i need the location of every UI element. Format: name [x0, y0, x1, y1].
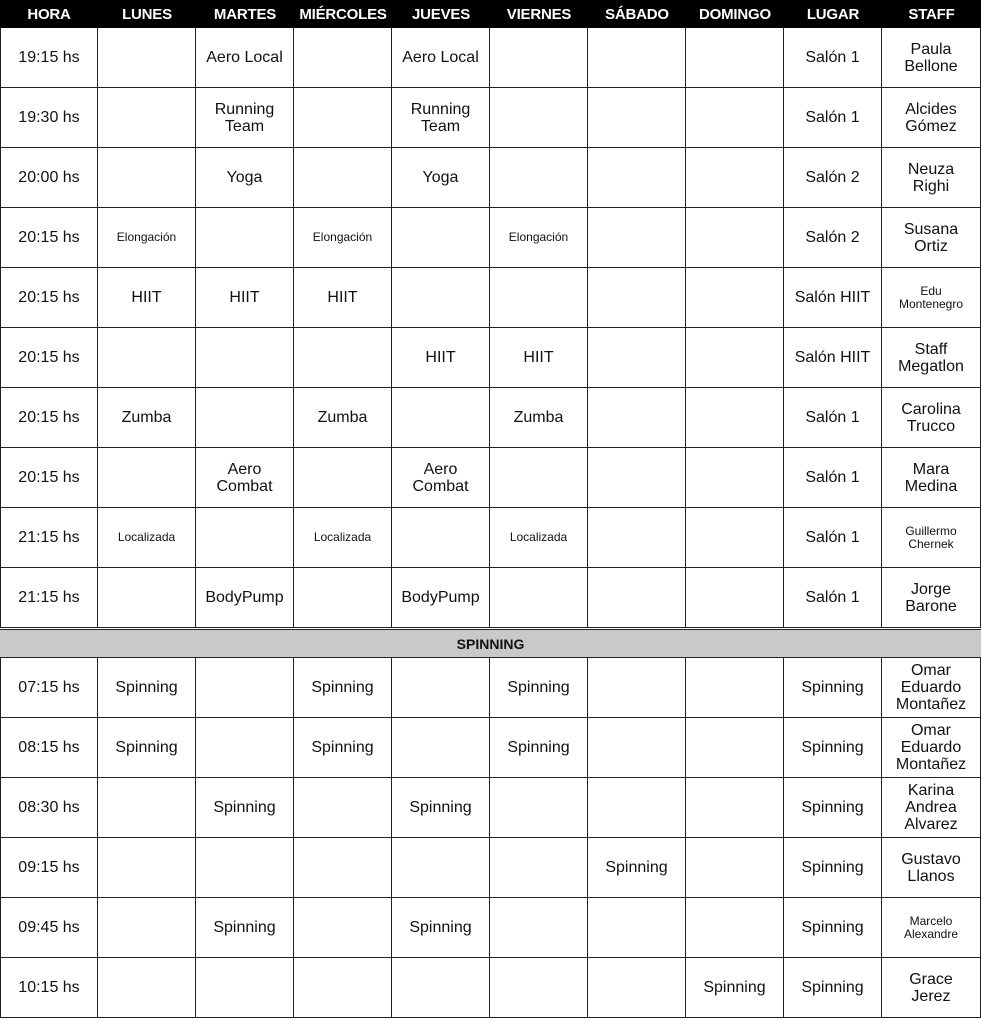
staff-cell: Susana Ortiz: [882, 208, 981, 268]
class-cell: [588, 88, 686, 148]
class-cell: [588, 508, 686, 568]
class-cell: Localizada: [490, 508, 588, 568]
table-row: [0, 88, 981, 148]
table-row: [0, 658, 981, 718]
column-header: HORA: [27, 5, 71, 23]
class-cell: [490, 958, 588, 1018]
location-cell: Spinning: [784, 838, 882, 898]
time-cell: 10:15 hs: [0, 958, 98, 1018]
column-header: MARTES: [213, 5, 277, 23]
class-cell: [196, 718, 294, 778]
table-row: [0, 568, 981, 628]
class-cell: [490, 28, 588, 88]
table-row: [0, 898, 981, 958]
class-cell: [98, 898, 196, 958]
class-cell: Spinning: [196, 898, 294, 958]
class-cell: [588, 778, 686, 838]
time-cell: 20:15 hs: [0, 328, 98, 388]
class-cell: [686, 208, 784, 268]
staff-cell: Neuza Righi: [882, 148, 981, 208]
table-row: [0, 208, 981, 268]
column-header: LUNES: [122, 5, 172, 23]
class-cell: Localizada: [98, 508, 196, 568]
column-header: DOMINGO: [699, 5, 771, 23]
location-cell: Salón 1: [784, 388, 882, 448]
time-cell: 20:15 hs: [0, 448, 98, 508]
class-cell: [490, 778, 588, 838]
class-cell: [98, 778, 196, 838]
time-cell: 20:15 hs: [0, 268, 98, 328]
time-cell: 21:15 hs: [0, 508, 98, 568]
staff-cell: Jorge Barone: [882, 568, 981, 628]
time-cell: 19:15 hs: [0, 28, 98, 88]
class-cell: Aero Combat: [196, 448, 294, 508]
class-cell: [588, 898, 686, 958]
class-cell: Elongación: [98, 208, 196, 268]
class-cell: [392, 658, 490, 718]
class-cell: [588, 388, 686, 448]
location-cell: Salón 1: [784, 88, 882, 148]
class-cell: [98, 328, 196, 388]
class-cell: [196, 838, 294, 898]
time-cell: 07:15 hs: [0, 658, 98, 718]
class-cell: [196, 508, 294, 568]
class-cell: [686, 568, 784, 628]
time-cell: 08:30 hs: [0, 778, 98, 838]
class-cell: [98, 838, 196, 898]
class-cell: Spinning: [294, 658, 392, 718]
class-cell: [98, 28, 196, 88]
class-cell: Spinning: [490, 718, 588, 778]
location-cell: Spinning: [784, 718, 882, 778]
staff-cell: Karina Andrea Alvarez: [882, 778, 981, 838]
staff-cell: Omar Eduardo Montañez: [882, 718, 981, 778]
class-cell: Spinning: [392, 778, 490, 838]
class-cell: [686, 268, 784, 328]
class-cell: [392, 208, 490, 268]
class-cell: [196, 658, 294, 718]
class-cell: [98, 148, 196, 208]
class-cell: [392, 508, 490, 568]
time-cell: 19:30 hs: [0, 88, 98, 148]
table-row: [0, 958, 981, 1018]
class-cell: [686, 448, 784, 508]
class-cell: [490, 838, 588, 898]
class-cell: Spinning: [98, 718, 196, 778]
class-cell: [588, 568, 686, 628]
location-cell: Salón 1: [784, 28, 882, 88]
staff-cell: Staff Megatlon: [882, 328, 981, 388]
class-cell: [294, 448, 392, 508]
class-cell: [294, 148, 392, 208]
class-cell: [686, 658, 784, 718]
time-cell: 20:15 hs: [0, 208, 98, 268]
table-row: [0, 718, 981, 778]
table-row: [0, 448, 981, 508]
class-cell: [196, 208, 294, 268]
class-cell: Aero Local: [196, 28, 294, 88]
class-cell: [588, 28, 686, 88]
time-cell: 20:00 hs: [0, 148, 98, 208]
class-cell: [686, 508, 784, 568]
class-cell: [196, 958, 294, 1018]
location-cell: Salón 2: [784, 208, 882, 268]
class-cell: Spinning: [588, 838, 686, 898]
time-cell: 09:45 hs: [0, 898, 98, 958]
table-row: [0, 388, 981, 448]
class-cell: [392, 958, 490, 1018]
table-row: [0, 778, 981, 838]
class-cell: [686, 148, 784, 208]
class-cell: [294, 568, 392, 628]
class-cell: [686, 328, 784, 388]
time-cell: 20:15 hs: [0, 388, 98, 448]
column-header: MIÉRCOLES: [299, 5, 387, 23]
class-cell: Spinning: [686, 958, 784, 1018]
location-cell: Spinning: [784, 898, 882, 958]
class-cell: Elongación: [294, 208, 392, 268]
class-cell: [588, 958, 686, 1018]
class-cell: [196, 328, 294, 388]
class-cell: [686, 838, 784, 898]
staff-cell: Grace Jerez: [882, 958, 981, 1018]
class-cell: [490, 568, 588, 628]
class-cell: BodyPump: [392, 568, 490, 628]
column-header: LUGAR: [806, 5, 860, 23]
class-cell: [490, 268, 588, 328]
location-cell: Spinning: [784, 778, 882, 838]
class-cell: [294, 88, 392, 148]
column-header: SÁBADO: [605, 5, 669, 23]
class-cell: [294, 958, 392, 1018]
class-cell: Zumba: [294, 388, 392, 448]
class-cell: [588, 718, 686, 778]
class-cell: Aero Local: [392, 28, 490, 88]
class-cell: [588, 658, 686, 718]
class-cell: [686, 718, 784, 778]
class-cell: [686, 28, 784, 88]
class-cell: [294, 28, 392, 88]
table-row: [0, 838, 981, 898]
class-cell: [490, 898, 588, 958]
class-cell: HIIT: [294, 268, 392, 328]
class-cell: Elongación: [490, 208, 588, 268]
table-row: [0, 28, 981, 88]
class-cell: [392, 718, 490, 778]
table-row: [0, 268, 981, 328]
class-cell: Aero Combat: [392, 448, 490, 508]
column-header: STAFF: [908, 5, 955, 23]
class-cell: HIIT: [392, 328, 490, 388]
class-cell: [686, 388, 784, 448]
time-cell: 21:15 hs: [0, 568, 98, 628]
class-cell: Yoga: [392, 148, 490, 208]
class-cell: [98, 958, 196, 1018]
class-cell: [294, 778, 392, 838]
staff-cell: Carolina Trucco: [882, 388, 981, 448]
location-cell: Spinning: [784, 958, 882, 1018]
class-cell: [98, 448, 196, 508]
table-row: [0, 148, 981, 208]
staff-cell: Guillermo Chernek: [882, 508, 981, 568]
location-cell: Salón 2: [784, 148, 882, 208]
class-cell: Localizada: [294, 508, 392, 568]
class-cell: Running Team: [196, 88, 294, 148]
staff-cell: Omar Eduardo Montañez: [882, 658, 981, 718]
class-cell: [686, 88, 784, 148]
class-cell: BodyPump: [196, 568, 294, 628]
class-cell: [98, 568, 196, 628]
table-row: [0, 508, 981, 568]
class-cell: HIIT: [98, 268, 196, 328]
class-cell: [686, 778, 784, 838]
table-header: [0, 0, 981, 28]
class-cell: Running Team: [392, 88, 490, 148]
location-cell: Salón 1: [784, 568, 882, 628]
class-cell: Spinning: [392, 898, 490, 958]
class-cell: Spinning: [98, 658, 196, 718]
column-header: JUEVES: [412, 5, 470, 23]
time-cell: 09:15 hs: [0, 838, 98, 898]
class-cell: Spinning: [294, 718, 392, 778]
class-cell: [294, 898, 392, 958]
staff-cell: Paula Bellone: [882, 28, 981, 88]
staff-cell: Gustavo Llanos: [882, 838, 981, 898]
class-cell: [294, 838, 392, 898]
class-cell: Spinning: [196, 778, 294, 838]
location-cell: Salón 1: [784, 508, 882, 568]
class-cell: [686, 898, 784, 958]
class-cell: Yoga: [196, 148, 294, 208]
class-cell: [98, 88, 196, 148]
staff-cell: Alcides Gómez: [882, 88, 981, 148]
class-cell: [588, 448, 686, 508]
class-cell: [196, 388, 294, 448]
class-cell: [490, 448, 588, 508]
table-row: [0, 328, 981, 388]
staff-cell: Marcelo Alexandre: [882, 898, 981, 958]
class-cell: [294, 328, 392, 388]
class-cell: [490, 88, 588, 148]
location-cell: Salón HIIT: [784, 328, 882, 388]
class-cell: Spinning: [490, 658, 588, 718]
class-cell: HIIT: [490, 328, 588, 388]
class-cell: Zumba: [98, 388, 196, 448]
location-cell: Salón HIIT: [784, 268, 882, 328]
class-cell: Zumba: [490, 388, 588, 448]
class-cell: [588, 148, 686, 208]
class-cell: [392, 838, 490, 898]
staff-cell: Mara Medina: [882, 448, 981, 508]
class-cell: [392, 388, 490, 448]
class-cell: [392, 268, 490, 328]
staff-cell: Edu Montenegro: [882, 268, 981, 328]
column-header: VIERNES: [506, 5, 572, 23]
class-cell: [588, 268, 686, 328]
section-header-spinning: SPINNING: [0, 629, 981, 658]
class-cell: [490, 148, 588, 208]
class-cell: [588, 208, 686, 268]
class-cell: [588, 328, 686, 388]
time-cell: 08:15 hs: [0, 718, 98, 778]
location-cell: Spinning: [784, 658, 882, 718]
location-cell: Salón 1: [784, 448, 882, 508]
class-cell: HIIT: [196, 268, 294, 328]
